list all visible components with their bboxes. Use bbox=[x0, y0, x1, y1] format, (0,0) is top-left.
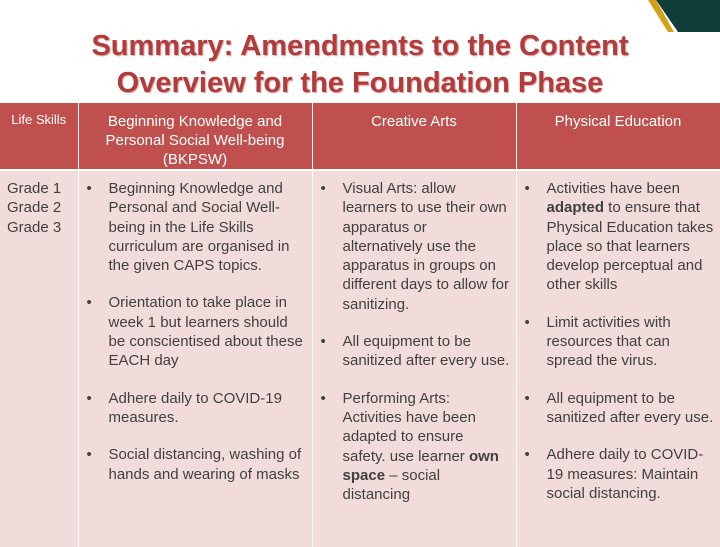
bullet-icon: • bbox=[86, 294, 92, 312]
grade-1: Grade 1 bbox=[7, 180, 62, 197]
header-physical-education: Physical Education bbox=[516, 103, 720, 170]
list-item: • Visual Arts: allow learners to use their own apparatus or alternatively use the apparatus in groups on different days to allow for sanitizing. bbox=[320, 180, 509, 313]
list-item: • Orientation to take place in week 1 but learners should be conscientised about these EACH day bbox=[86, 294, 303, 370]
bullet-icon: • bbox=[86, 389, 92, 407]
table-header-row bbox=[0, 103, 720, 170]
grades-cell bbox=[0, 170, 78, 547]
title-line-2: Overview for the Foundation Phase bbox=[116, 67, 604, 99]
list-item: • Adhere daily to COVID-19 measures. bbox=[86, 389, 282, 426]
bullet-icon: • bbox=[320, 180, 326, 197]
table-row bbox=[0, 170, 720, 547]
header-life-skills: Life Skills bbox=[0, 103, 78, 170]
bullet-icon: • bbox=[86, 446, 92, 464]
grade-2: Grade 2 bbox=[7, 199, 62, 217]
grade-3: Grade 3 bbox=[7, 218, 62, 236]
list-item: • All equipment to be sanitized after every use. bbox=[524, 389, 714, 426]
list-item: • Beginning Knowledge and Personal and Social Well-being in the Life Skills curriculum are organised in the given CAPS topics. bbox=[86, 180, 290, 275]
bullet-icon: • bbox=[320, 333, 326, 351]
bullet-icon: • bbox=[524, 313, 530, 331]
list-item: • Performing Arts: Activities have been adapted to ensure safety. use learner own space – social distancing bbox=[320, 389, 499, 504]
header-creative-arts: Creative Arts bbox=[312, 103, 516, 170]
list-item: • Adhere daily to COVID-19 measures: Maintain social distancing. bbox=[524, 446, 704, 502]
list-item: • Limit activities with resources that can spread the virus. bbox=[524, 313, 671, 370]
list-item: • Activities have been adapted to ensure that Physical Education takes place so that learners develop perceptual and other skills bbox=[524, 180, 714, 294]
amendments-table bbox=[0, 103, 720, 547]
bullet-icon: • bbox=[86, 180, 92, 197]
title-line-1: Summary: Amendments to the Content bbox=[91, 30, 629, 62]
bkpsw-cell bbox=[78, 170, 312, 547]
list-item: • Social distancing, washing of hands and wearing of masks bbox=[86, 446, 302, 483]
header-bkpsw: Beginning Knowledge and Personal Social Well-being (BKPSW) bbox=[78, 103, 312, 170]
list-item: • All equipment to be sanitized after every use. bbox=[320, 333, 510, 370]
page-title bbox=[0, 28, 720, 102]
creative-arts-cell bbox=[312, 170, 516, 547]
bullet-icon: • bbox=[524, 389, 530, 407]
bullet-icon: • bbox=[524, 180, 530, 197]
physical-education-cell bbox=[516, 170, 720, 547]
bullet-icon: • bbox=[320, 389, 326, 407]
bullet-icon: • bbox=[524, 446, 530, 464]
